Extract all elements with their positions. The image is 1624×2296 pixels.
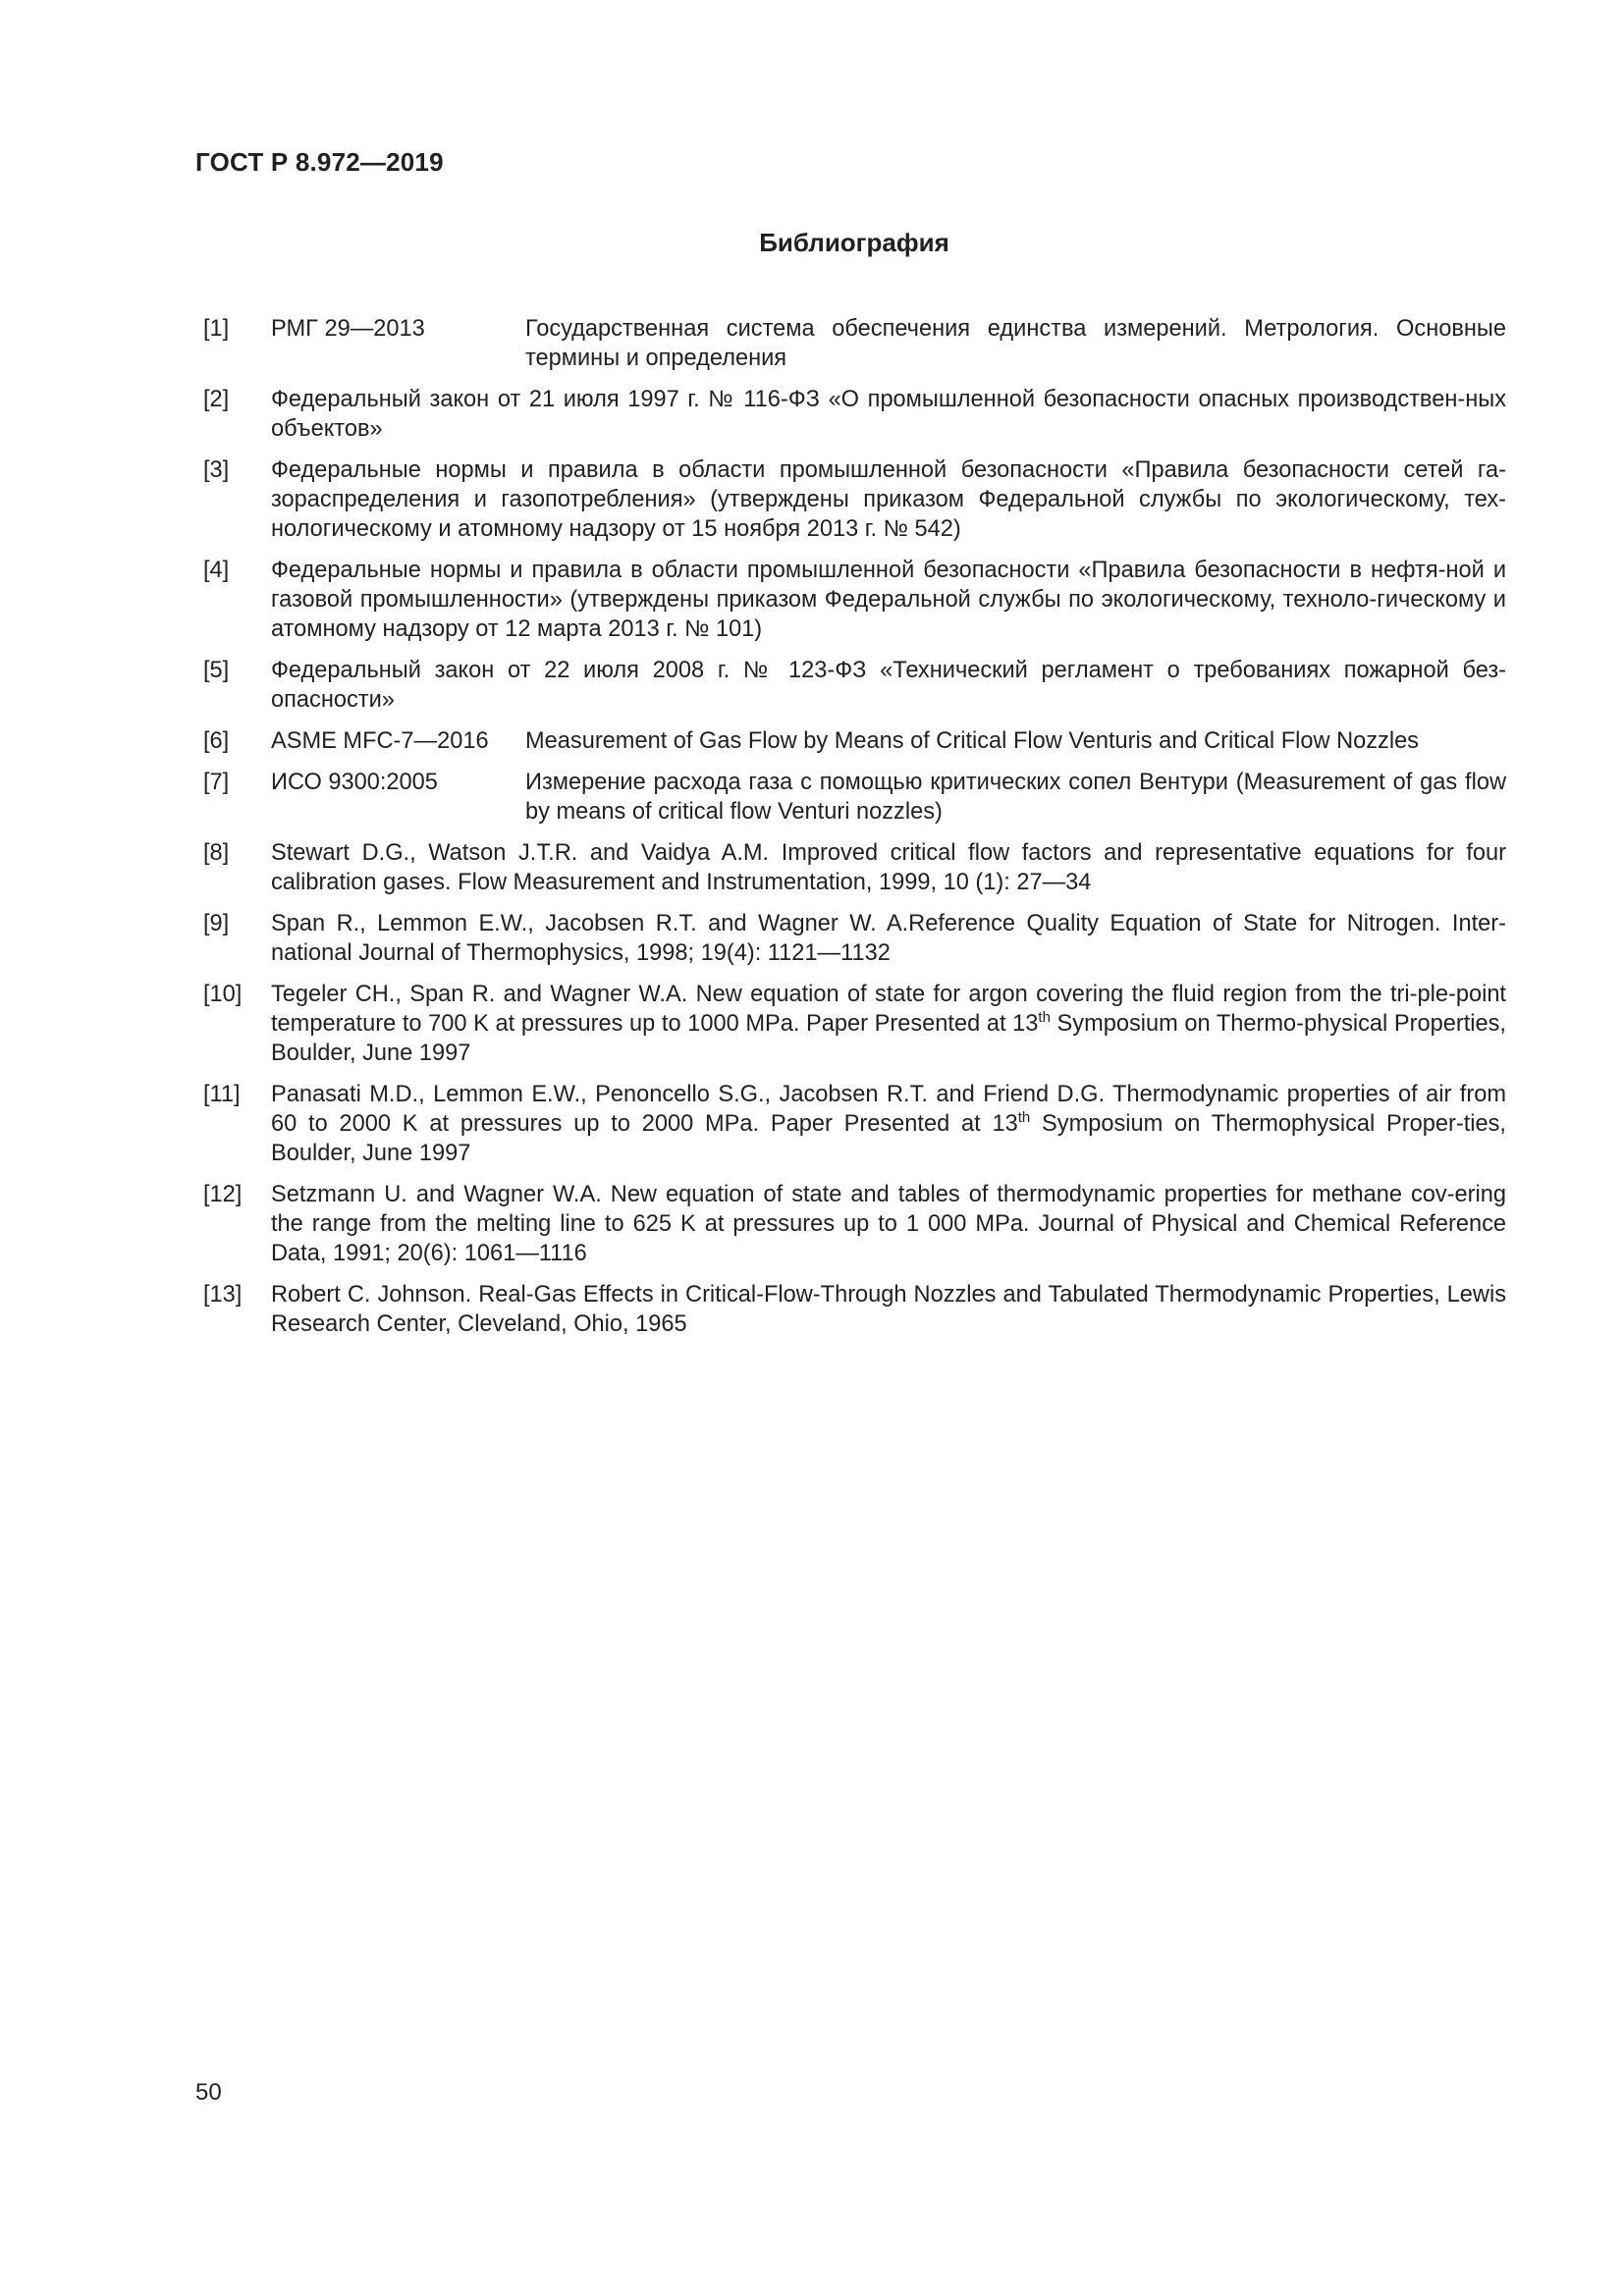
- entry-number: [7]: [203, 770, 230, 795]
- bibliography-list: [203, 314, 1506, 1351]
- entry-text: Symposium on Thermo-physical Properties, Boulder, June 1997: [271, 1011, 1506, 1066]
- bibliography-entry: [203, 768, 1506, 827]
- bibliography-entry: [203, 455, 1506, 544]
- entry-text: Государственная система обеспечения единства измерений. Метрология. Основные термины и определения: [525, 316, 1506, 371]
- entry-text: Stewart D.G., Watson J.T.R. and Vaidya A.M. Improved critical flow factors and representative equations for four calibration gases. Flow Measurement and Instrumentation, 1999, 10 (1): 27—34: [271, 840, 1506, 895]
- entry-text: Tegeler CH., Span R. and Wagner W.A. New equation of state for argon covering the fluid region from the tri-ple-point temperature to 700 K at pressures up to 1000 MPa. Paper Presented at 13: [271, 982, 1506, 1037]
- bibliography-entry: [203, 909, 1506, 968]
- entry-text: Measurement of Gas Flow by Means of Critical Flow Venturis and Critical Flow Nozzles: [525, 728, 1419, 754]
- document-code: ГОСТ Р 8.972—2019: [195, 147, 444, 177]
- entry-number: [3]: [203, 457, 230, 483]
- superscript: th: [1038, 1009, 1051, 1026]
- entry-number: [8]: [203, 840, 230, 866]
- bibliography-entry: [203, 1180, 1506, 1268]
- entry-text: Span R., Lemmon E.W., Jacobsen R.T. and Wagner W. A.Reference Quality Equation of State for Nitrogen. Inter-national Journal of Thermophysics, 1998; 19(4): 1121—1132: [271, 911, 1506, 966]
- entry-text: Федеральные нормы и правила в области промышленной безопасности «Правила безопасности в нефтя-ной и газовой промышленности» (утверждены приказом Федеральной службы по экологическому, техноло-гическому и атомному надзору от 12 марта 2013 г. № 101): [271, 558, 1506, 642]
- entry-body: [271, 980, 1506, 1068]
- entry-body: [271, 838, 1506, 897]
- bibliography-entry: [203, 726, 1506, 756]
- entry-number: [13]: [203, 1282, 243, 1308]
- entry-text: Федеральные нормы и правила в области промышленной безопасности «Правила безопасности сетей га-зораспределения и газопотребления» (утверждены приказом Федеральной службы по экологическому, тех-нологическому и атомному надзору от 15 ноября 2013 г. № 542): [271, 457, 1506, 542]
- entry-number: [9]: [203, 911, 230, 936]
- entry-text: Robert C. Johnson. Real-Gas Effects in Critical-Flow-Through Nozzles and Tabulated Thermodynamic Properties, Lewis Research Center, Cleveland, Ohio, 1965: [271, 1282, 1506, 1337]
- page-number: 50: [195, 2079, 222, 2106]
- entry-number: [2]: [203, 387, 230, 412]
- bibliography-entry: [203, 1280, 1506, 1339]
- bibliography-entry: [203, 838, 1506, 897]
- entry-number: [10]: [203, 982, 243, 1007]
- entry-number: [6]: [203, 728, 230, 754]
- entry-body: [271, 726, 1506, 756]
- entry-body: [271, 1180, 1506, 1268]
- entry-text: Symposium on Thermophysical Proper-ties, Boulder, June 1997: [271, 1111, 1506, 1166]
- entry-body: [271, 1280, 1506, 1339]
- entry-number: [4]: [203, 558, 230, 583]
- superscript: th: [1017, 1109, 1031, 1126]
- entry-code: ASME MFC-7—2016: [271, 728, 489, 754]
- entry-body: [271, 385, 1506, 444]
- entry-body: [271, 314, 1506, 373]
- bibliography-entry: [203, 556, 1506, 644]
- bibliography-entry: [203, 314, 1506, 373]
- bibliography-entry: [203, 980, 1506, 1068]
- entry-number: [11]: [203, 1082, 241, 1107]
- entry-text: Федеральный закон от 21 июля 1997 г. № 116-ФЗ «О промышленной безопасности опасных производствен-ных объектов»: [271, 387, 1506, 442]
- bibliography-entry: [203, 385, 1506, 444]
- entry-code: ИСО 9300:2005: [271, 770, 438, 795]
- entry-body: [271, 768, 1506, 827]
- entry-text: Федеральный закон от 22 июля 2008 г. № 123-ФЗ «Технический регламент о требованиях пожарной без-опасности»: [271, 658, 1506, 713]
- entry-number: [5]: [203, 658, 230, 683]
- bibliography-entry: [203, 656, 1506, 715]
- entry-body: [271, 1080, 1506, 1168]
- entry-body: [271, 656, 1506, 715]
- entry-body: [271, 556, 1506, 644]
- entry-text: Измерение расхода газа с помощью критических сопел Вентури (Measurement of gas flow by means of critical flow Venturi nozzles): [525, 770, 1506, 825]
- entry-text: Panasati M.D., Lemmon E.W., Penoncello S.G., Jacobsen R.T. and Friend D.G. Thermodynamic properties of air from 60 to 2000 K at pressures up to 2000 MPa. Paper Presented at 13: [271, 1082, 1506, 1137]
- entry-body: [271, 455, 1506, 544]
- entry-body: [271, 909, 1506, 968]
- section-title: Библиография: [759, 228, 949, 257]
- entry-text: Setzmann U. and Wagner W.A. New equation of state and tables of thermodynamic properties for methane cov-ering the range from the melting line to 625 K at pressures up to 1 000 MPa. Journal of Physical and Chemical Reference Data, 1991; 20(6): 1061—1116: [271, 1182, 1506, 1266]
- bibliography-entry: [203, 1080, 1506, 1168]
- entry-code: РМГ 29—2013: [271, 316, 425, 342]
- entry-number: [1]: [203, 316, 230, 342]
- entry-number: [12]: [203, 1182, 243, 1207]
